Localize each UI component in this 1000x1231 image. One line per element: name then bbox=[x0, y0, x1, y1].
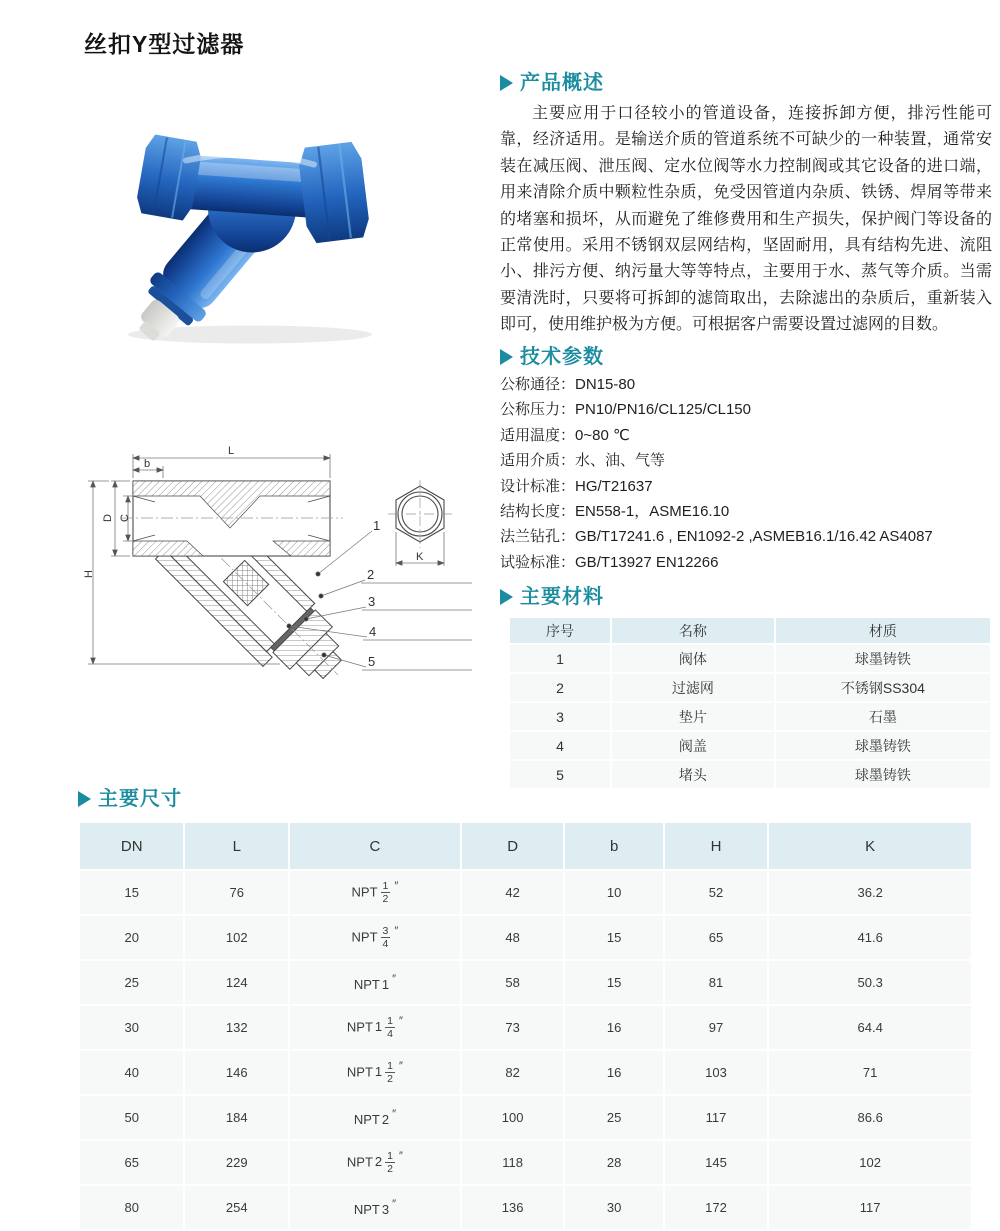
fraction-denominator: 2 bbox=[387, 1073, 393, 1085]
dims-col-D: D bbox=[462, 823, 564, 869]
dimensions-row bbox=[80, 1186, 971, 1229]
thread-size-whole: 1 bbox=[374, 1064, 383, 1080]
tech-heading-label: 技术参数 bbox=[520, 346, 604, 368]
section-marker-icon bbox=[500, 349, 513, 365]
inch-mark: ″ bbox=[392, 1107, 396, 1120]
thread-size-whole: 3 bbox=[381, 1202, 390, 1218]
thread-size-fraction bbox=[381, 880, 391, 905]
dims-cell-L: 146 bbox=[185, 1051, 288, 1094]
thread-size-prefix: NPT bbox=[353, 1112, 380, 1128]
dims-cell-DN: 65 bbox=[80, 1141, 183, 1184]
materials-cell: 堵头 bbox=[612, 761, 774, 788]
dims-cell-DN: 50 bbox=[80, 1096, 183, 1139]
inch-mark: ″ bbox=[398, 1150, 403, 1163]
tech-param-value: HG/T21637 bbox=[575, 477, 653, 495]
thread-size-fraction bbox=[385, 1150, 395, 1175]
dims-cell-D: 42 bbox=[462, 871, 564, 914]
dimensions-section bbox=[78, 786, 975, 1231]
fraction-numerator: 3 bbox=[382, 924, 389, 937]
thread-size-prefix: NPT bbox=[353, 977, 380, 993]
materials-row bbox=[510, 732, 990, 759]
dims-cell-b: 25 bbox=[565, 1096, 662, 1139]
tech-param-label: 设计标准： bbox=[500, 477, 576, 495]
dims-cell-C bbox=[290, 1096, 460, 1139]
dims-cell-C bbox=[290, 916, 460, 959]
inch-mark: ″ bbox=[398, 1015, 403, 1028]
inch-mark: ″ bbox=[392, 972, 396, 985]
thread-size-whole: 1 bbox=[374, 1019, 383, 1035]
tech-param-label: 法兰钻孔： bbox=[500, 528, 576, 546]
materials-col-name: 名称 bbox=[612, 618, 774, 643]
tech-param-label: 试验标准： bbox=[500, 553, 576, 571]
tech-param-line bbox=[500, 372, 933, 397]
tech-params-list bbox=[500, 372, 933, 575]
inch-mark: ″ bbox=[398, 1060, 403, 1073]
inch-mark: ″ bbox=[392, 1197, 396, 1210]
dimensions-tbody bbox=[80, 871, 971, 1229]
dims-cell-D: 100 bbox=[462, 1096, 564, 1139]
section-heading-dimensions bbox=[78, 786, 975, 812]
materials-cell: 4 bbox=[510, 732, 610, 759]
materials-cell: 3 bbox=[510, 703, 610, 730]
dims-cell-L: 124 bbox=[185, 961, 288, 1004]
fraction-numerator: 1 bbox=[387, 1149, 393, 1162]
thread-size-prefix: NPT bbox=[346, 1154, 373, 1170]
pipe-body-section bbox=[121, 481, 343, 556]
callout-1: 1 bbox=[373, 518, 381, 533]
hex-end-view bbox=[388, 480, 452, 548]
tech-param-line bbox=[500, 524, 933, 549]
dim-label-C: C bbox=[119, 514, 131, 522]
dims-cell-b: 16 bbox=[565, 1006, 662, 1049]
tech-param-value: 水、油、气等 bbox=[575, 452, 666, 470]
dims-cell-D: 48 bbox=[462, 916, 564, 959]
tech-param-line bbox=[500, 550, 933, 575]
materials-row bbox=[510, 761, 990, 788]
dims-cell-L: 102 bbox=[185, 916, 288, 959]
thread-size-fraction bbox=[385, 1015, 395, 1040]
dimensions-row bbox=[80, 1051, 971, 1094]
materials-cell: 垫片 bbox=[612, 703, 774, 730]
fraction-numerator: 1 bbox=[387, 1014, 393, 1027]
dims-cell-DN: 20 bbox=[80, 916, 183, 959]
callout-2: 2 bbox=[367, 567, 375, 582]
dimensions-row bbox=[80, 871, 971, 914]
tech-param-value: 0~80 ℃ bbox=[575, 426, 630, 444]
dim-label-b: b bbox=[144, 458, 151, 470]
section-heading-overview bbox=[500, 70, 604, 96]
y-strainer-photo bbox=[100, 103, 400, 351]
materials-cell: 2 bbox=[510, 674, 610, 701]
dims-cell-D: 136 bbox=[462, 1186, 564, 1229]
dims-cell-C bbox=[290, 961, 460, 1004]
dims-col-H: H bbox=[665, 823, 768, 869]
thread-size-whole: 2 bbox=[381, 1112, 390, 1128]
thread-size-fraction bbox=[381, 925, 391, 950]
section-drawing bbox=[75, 438, 475, 700]
tech-param-label: 公称通径： bbox=[500, 376, 576, 393]
dims-cell-DN: 25 bbox=[80, 961, 183, 1004]
dimensions-header-row bbox=[80, 823, 971, 869]
materials-cell: 1 bbox=[510, 645, 610, 672]
dims-col-L: L bbox=[185, 823, 288, 869]
dims-cell-K: 102 bbox=[769, 1141, 971, 1184]
tech-param-value: GB/T17241.6 , EN1092-2 ,ASMEB16.1/16.42 AS4087 bbox=[575, 528, 933, 546]
dims-cell-C bbox=[290, 1051, 460, 1094]
dims-cell-H: 52 bbox=[665, 871, 768, 914]
dims-cell-H: 97 bbox=[665, 1006, 768, 1049]
section-heading-materials bbox=[500, 584, 604, 610]
dims-col-C: C bbox=[290, 823, 460, 869]
dims-cell-K: 64.4 bbox=[769, 1006, 971, 1049]
fraction-denominator: 4 bbox=[387, 1028, 393, 1040]
materials-col-index: 序号 bbox=[510, 618, 610, 643]
dim-label-K: K bbox=[416, 551, 424, 563]
dims-cell-C bbox=[290, 1186, 460, 1229]
dimensions-row bbox=[80, 1096, 971, 1139]
dim-label-L: L bbox=[228, 445, 235, 457]
dims-cell-D: 73 bbox=[462, 1006, 564, 1049]
dims-cell-b: 28 bbox=[565, 1141, 662, 1184]
materials-cell: 球墨铸铁 bbox=[776, 645, 990, 672]
dims-col-DN: DN bbox=[80, 823, 183, 869]
dims-cell-K: 86.6 bbox=[769, 1096, 971, 1139]
inch-mark: ″ bbox=[394, 925, 399, 938]
dims-cell-DN: 30 bbox=[80, 1006, 183, 1049]
dimensions-table bbox=[78, 821, 973, 1231]
overview-paragraph: 主要应用于口径较小的管道设备，连接拆卸方便，排污性能可靠，经济适用。是输送介质的管道系统不可缺少的一种装置，通常安装在减压阀、泄压阀、定水位阀等水力控制阀或其它设备的进口端，用来清除介质中颗粒性杂质，免受因管道内杂质、铁锈、焊屑等带来的堵塞和损坏，从而避免了维修费用和生产损失，保护阀门等设备的正常使用。采用不锈钢双层网结构，坚固耐用，具有结构先进、流阻小、排污方便、纳污量大等等特点，主要用于水、蒸气等介质。当需要清洗时，只要将可拆卸的滤筒取出，去除滤出的杂质后，重新装入即可，使用维护极为方便。可根据客户需要设置过滤网的目数。 bbox=[500, 105, 992, 334]
tech-param-value: EN558-1，ASME16.10 bbox=[575, 502, 730, 520]
dims-cell-C bbox=[290, 1006, 460, 1049]
technical-drawing bbox=[75, 438, 475, 700]
overview-heading-label: 产品概述 bbox=[520, 72, 604, 94]
dimensions-row bbox=[80, 1006, 971, 1049]
tech-param-value: GB/T13927 EN12266 bbox=[575, 553, 719, 571]
thread-size-prefix: NPT bbox=[351, 929, 378, 945]
dims-cell-L: 132 bbox=[185, 1006, 288, 1049]
dims-cell-H: 145 bbox=[665, 1141, 768, 1184]
fraction-numerator: 1 bbox=[387, 1059, 393, 1072]
thread-size-prefix: NPT bbox=[346, 1019, 373, 1035]
dims-cell-L: 76 bbox=[185, 871, 288, 914]
dims-cell-K: 117 bbox=[769, 1186, 971, 1229]
dims-cell-C bbox=[290, 1141, 460, 1184]
product-photo bbox=[100, 103, 400, 351]
dims-cell-H: 103 bbox=[665, 1051, 768, 1094]
dims-cell-b: 30 bbox=[565, 1186, 662, 1229]
dims-cell-H: 172 bbox=[665, 1186, 768, 1229]
materials-row bbox=[510, 703, 990, 730]
materials-cell: 球墨铸铁 bbox=[776, 761, 990, 788]
materials-row bbox=[510, 645, 990, 672]
dimensions-row bbox=[80, 961, 971, 1004]
tech-param-value: PN10/PN16/CL125/CL150 bbox=[575, 401, 751, 419]
dims-cell-b: 15 bbox=[565, 916, 662, 959]
materials-row bbox=[510, 674, 990, 701]
dim-label-D: D bbox=[102, 514, 114, 522]
thread-size-prefix: NPT bbox=[346, 1064, 373, 1080]
right-hex-cap bbox=[297, 141, 371, 244]
dimensions-row bbox=[80, 916, 971, 959]
dims-cell-H: 65 bbox=[665, 916, 768, 959]
dims-cell-L: 254 bbox=[185, 1186, 288, 1229]
section-marker-icon bbox=[500, 75, 513, 91]
materials-col-material: 材质 bbox=[776, 618, 990, 643]
dims-cell-H: 81 bbox=[665, 961, 768, 1004]
thread-size-prefix: NPT bbox=[353, 1202, 380, 1218]
materials-heading-label: 主要材料 bbox=[520, 586, 604, 608]
callout-5: 5 bbox=[368, 654, 376, 669]
section-marker-icon bbox=[78, 791, 91, 807]
materials-cell: 阀体 bbox=[612, 645, 774, 672]
dims-cell-H: 117 bbox=[665, 1096, 768, 1139]
tech-param-label: 适用温度： bbox=[500, 426, 576, 444]
materials-cell: 阀盖 bbox=[612, 732, 774, 759]
tech-param-label: 公称压力： bbox=[500, 401, 576, 419]
dims-cell-C bbox=[290, 871, 460, 914]
dimensions-row bbox=[80, 1141, 971, 1184]
dims-cell-D: 118 bbox=[462, 1141, 564, 1184]
thread-size-prefix: NPT bbox=[351, 884, 378, 900]
dims-cell-D: 58 bbox=[462, 961, 564, 1004]
fraction-denominator: 4 bbox=[382, 938, 389, 950]
materials-header-row bbox=[510, 618, 990, 643]
thread-size-whole: 1 bbox=[381, 977, 390, 993]
dims-cell-b: 15 bbox=[565, 961, 662, 1004]
materials-table bbox=[508, 616, 992, 790]
materials-cell: 球墨铸铁 bbox=[776, 732, 990, 759]
dimensions-heading-label: 主要尺寸 bbox=[98, 788, 182, 810]
tech-param-line bbox=[500, 397, 933, 422]
tech-param-line bbox=[500, 423, 933, 448]
dims-cell-L: 184 bbox=[185, 1096, 288, 1139]
materials-cell: 5 bbox=[510, 761, 610, 788]
section-heading-tech bbox=[500, 344, 604, 370]
tech-param-line bbox=[500, 448, 933, 473]
callout-4: 4 bbox=[369, 624, 377, 639]
tech-param-value: DN15-80 bbox=[575, 376, 636, 393]
materials-cell: 石墨 bbox=[776, 703, 990, 730]
page-title: 丝扣Y型过滤器 bbox=[84, 31, 245, 57]
dims-cell-b: 16 bbox=[565, 1051, 662, 1094]
fraction-denominator: 2 bbox=[382, 893, 389, 905]
dims-cell-K: 71 bbox=[769, 1051, 971, 1094]
inch-mark: ″ bbox=[394, 880, 399, 893]
thread-size-fraction bbox=[385, 1060, 395, 1085]
dims-col-b: b bbox=[565, 823, 662, 869]
callout-3: 3 bbox=[368, 594, 376, 609]
tech-param-label: 适用介质： bbox=[500, 452, 576, 470]
dims-cell-DN: 15 bbox=[80, 871, 183, 914]
materials-cell: 不锈钢SS304 bbox=[776, 674, 990, 701]
dim-label-H: H bbox=[83, 570, 95, 578]
tech-param-line bbox=[500, 499, 933, 524]
dims-cell-D: 82 bbox=[462, 1051, 564, 1094]
materials-cell: 过滤网 bbox=[612, 674, 774, 701]
materials-tbody bbox=[510, 645, 990, 788]
fraction-numerator: 1 bbox=[382, 879, 389, 892]
section-marker-icon bbox=[500, 589, 513, 605]
tech-param-line bbox=[500, 474, 933, 499]
dims-cell-K: 50.3 bbox=[769, 961, 971, 1004]
tech-param-label: 结构长度： bbox=[500, 502, 576, 520]
fraction-denominator: 2 bbox=[387, 1163, 393, 1175]
dims-cell-b: 10 bbox=[565, 871, 662, 914]
dims-cell-DN: 40 bbox=[80, 1051, 183, 1094]
dims-cell-K: 36.2 bbox=[769, 871, 971, 914]
dims-cell-DN: 80 bbox=[80, 1186, 183, 1229]
dims-col-K: K bbox=[769, 823, 971, 869]
thread-size-whole: 2 bbox=[374, 1154, 383, 1170]
dims-cell-K: 41.6 bbox=[769, 916, 971, 959]
dims-cell-L: 229 bbox=[185, 1141, 288, 1184]
